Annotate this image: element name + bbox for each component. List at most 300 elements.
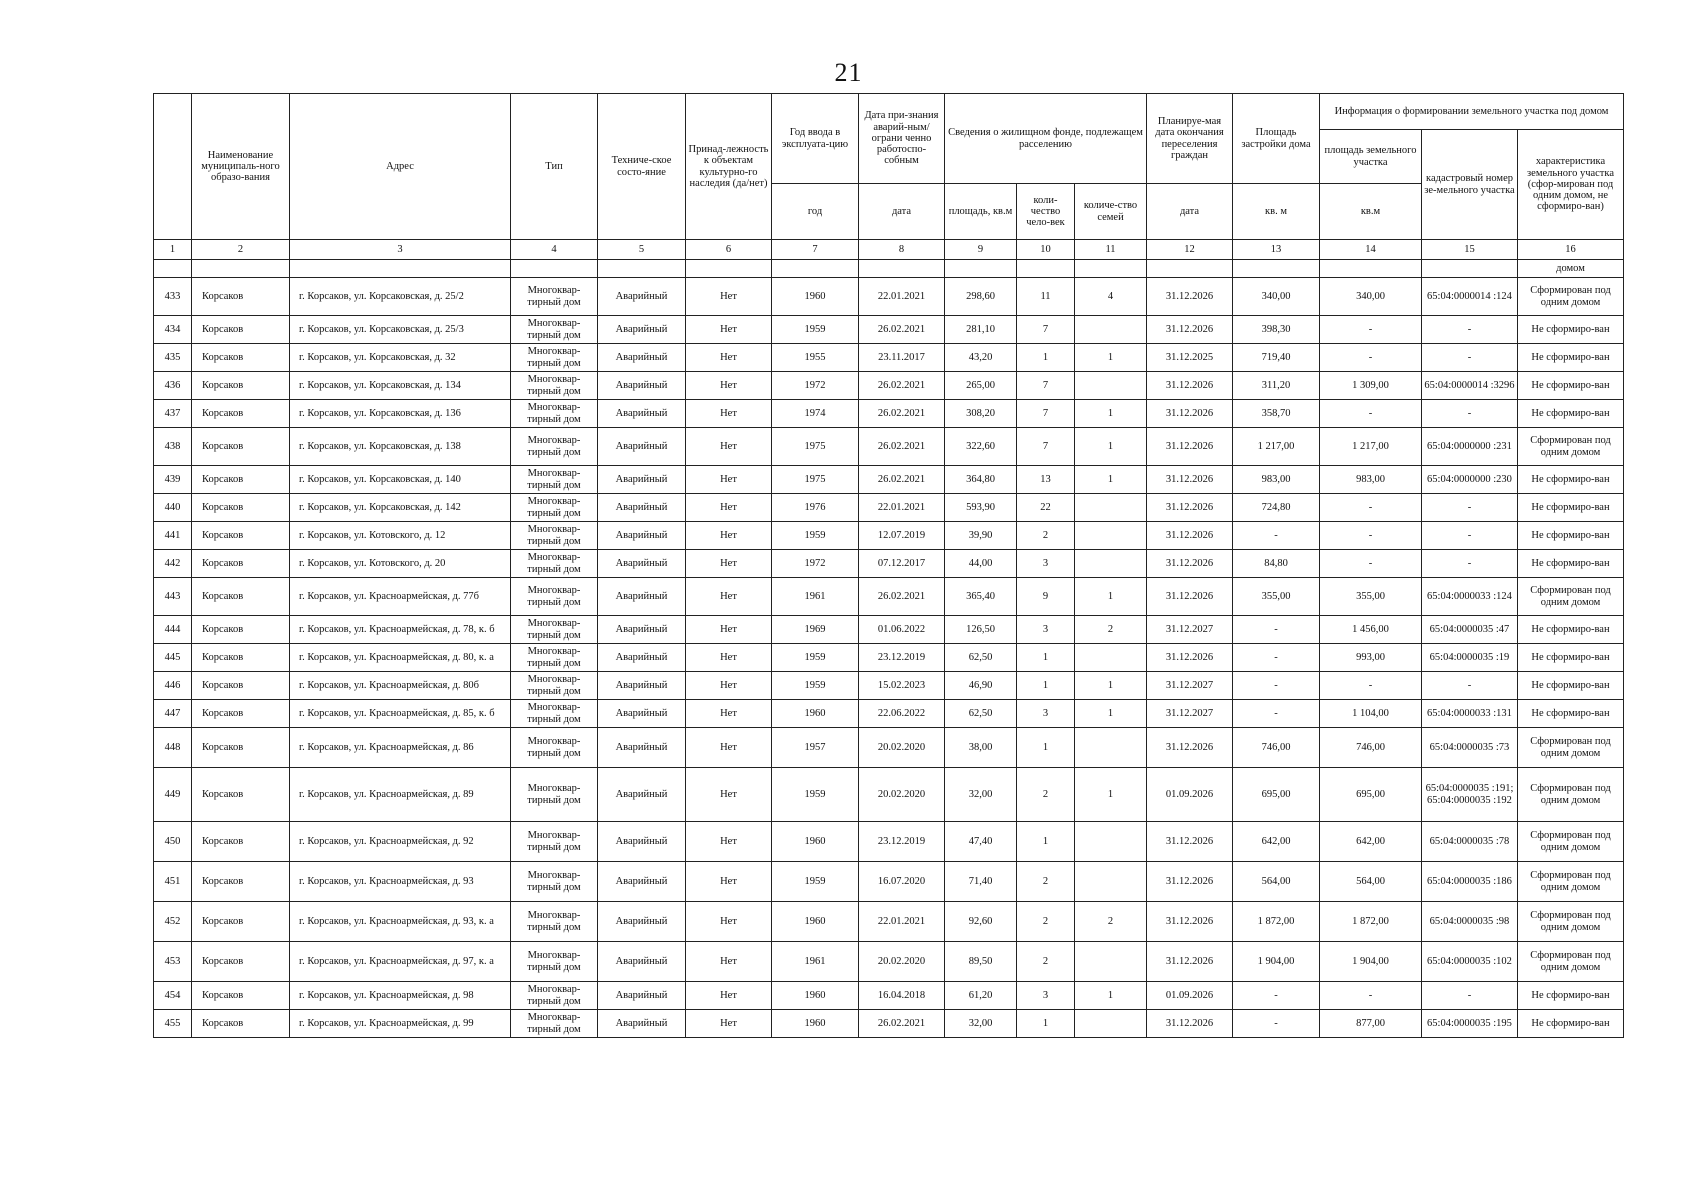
cell-people-count: 3 (1017, 616, 1075, 644)
table-row (154, 344, 1624, 372)
cell-families-count: 1 (1075, 428, 1147, 466)
cell-land-characteristic: Не сформиро-ван (1518, 982, 1624, 1010)
cell-area-sqm: 308,20 (945, 400, 1017, 428)
cell-land-characteristic: Сформирован под одним домом (1518, 278, 1624, 316)
cell-building-area: - (1233, 982, 1320, 1010)
cell-building-type: Многоквар-тирный дом (511, 768, 598, 822)
cell-people-count: 1 (1017, 822, 1075, 862)
cell-building-type: Многоквар-тирный дом (511, 344, 598, 372)
table-row (154, 494, 1624, 522)
cell-heritage: Нет (686, 344, 772, 372)
cell-area-sqm: 47,40 (945, 822, 1017, 862)
cell-municipality: Корсаков (192, 344, 290, 372)
cell-tech-state: Аварийный (598, 316, 686, 344)
cell-people-count: 7 (1017, 316, 1075, 344)
cell-recognition-date: 12.07.2019 (859, 522, 945, 550)
cell-land-characteristic: Сформирован под одним домом (1518, 428, 1624, 466)
cell-building-type: Многоквар-тирный дом (511, 428, 598, 466)
cell-row-number: 439 (154, 466, 192, 494)
cell-row-number: 452 (154, 902, 192, 942)
cell-municipality: Корсаков (192, 1010, 290, 1038)
unit-sqm: кв. м (1233, 184, 1320, 240)
cell-row-number: 455 (154, 1010, 192, 1038)
cell-recognition-date: 22.01.2021 (859, 902, 945, 942)
cell-land-characteristic: Сформирован под одним домом (1518, 902, 1624, 942)
cell-cadastral-number: 65:04:0000035 :47 (1422, 616, 1518, 644)
table-row (154, 278, 1624, 316)
cell-address: г. Корсаков, ул. Корсаковская, д. 136 (290, 400, 511, 428)
cell-land-characteristic: Не сформиро-ван (1518, 466, 1624, 494)
cell-people-count: 13 (1017, 466, 1075, 494)
cell-families-count: 4 (1075, 278, 1147, 316)
cell-people-count: 7 (1017, 400, 1075, 428)
cell-recognition-date: 26.02.2021 (859, 466, 945, 494)
table-row (154, 982, 1624, 1010)
cell-building-type: Многоквар-тирный дом (511, 822, 598, 862)
table-row (154, 578, 1624, 616)
cell-land-characteristic: Не сформиро-ван (1518, 494, 1624, 522)
cell-land-area: 1 309,00 (1320, 372, 1422, 400)
cell-people-count: 2 (1017, 902, 1075, 942)
cell-land-area: - (1320, 522, 1422, 550)
cell-planned-date: 01.09.2026 (1147, 982, 1233, 1010)
cell-recognition-date: 20.02.2020 (859, 728, 945, 768)
cell-cadastral-number: 65:04:0000035 :102 (1422, 942, 1518, 982)
cell-recognition-date: 26.02.2021 (859, 372, 945, 400)
cell-families-count: 1 (1075, 400, 1147, 428)
cell-land-characteristic: Не сформиро-ван (1518, 522, 1624, 550)
cell-land-area: 1 904,00 (1320, 942, 1422, 982)
cell-people-count: 11 (1017, 278, 1075, 316)
cell-municipality: Корсаков (192, 982, 290, 1010)
cell-land-area: 695,00 (1320, 768, 1422, 822)
column-number: 14 (1320, 240, 1422, 260)
cell-people-count: 1 (1017, 344, 1075, 372)
cell-recognition-date: 01.06.2022 (859, 616, 945, 644)
cell-families-count (1075, 1010, 1147, 1038)
cell-land-area: - (1320, 982, 1422, 1010)
cell-year-commissioned: 1960 (772, 700, 859, 728)
cell-people-count: 1 (1017, 644, 1075, 672)
cell-heritage: Нет (686, 822, 772, 862)
cell-cadastral-number: 65:04:0000035 :19 (1422, 644, 1518, 672)
cell-area-sqm: 265,00 (945, 372, 1017, 400)
cell-families-count (1075, 522, 1147, 550)
unit-area: площадь, кв.м (945, 184, 1017, 240)
cell-row-number: 441 (154, 522, 192, 550)
cell-tech-state: Аварийный (598, 522, 686, 550)
cell-area-sqm: 126,50 (945, 616, 1017, 644)
cell-planned-date: 31.12.2026 (1147, 728, 1233, 768)
cell-municipality: Корсаков (192, 278, 290, 316)
cell-area-sqm: 92,60 (945, 902, 1017, 942)
column-number: 1 (154, 240, 192, 260)
cell-address: г. Корсаков, ул. Красноармейская, д. 86 (290, 728, 511, 768)
cell-heritage: Нет (686, 644, 772, 672)
cell-building-area: 340,00 (1233, 278, 1320, 316)
header-row-number (154, 94, 192, 240)
cell-recognition-date: 26.02.2021 (859, 428, 945, 466)
cell-cadastral-number: 65:04:0000014 :3296 (1422, 372, 1518, 400)
cell-land-area: - (1320, 494, 1422, 522)
cell-building-area: 983,00 (1233, 466, 1320, 494)
table-row (154, 672, 1624, 700)
cell-recognition-date: 16.04.2018 (859, 982, 945, 1010)
cell-municipality: Корсаков (192, 428, 290, 466)
cell-tech-state: Аварийный (598, 644, 686, 672)
unit-plan-date: дата (1147, 184, 1233, 240)
table-row (154, 522, 1624, 550)
cell-land-area: - (1320, 400, 1422, 428)
table-row (154, 768, 1624, 822)
cell-tech-state: Аварийный (598, 862, 686, 902)
cell-cadastral-number: 65:04:0000035 :78 (1422, 822, 1518, 862)
cell-tech-state: Аварийный (598, 1010, 686, 1038)
table-row (154, 862, 1624, 902)
header-land-characteristic: характеристика земельного участка (сфор-мирован под одним домом, не сформиро-ван) (1518, 130, 1624, 240)
cell-address: г. Корсаков, ул. Красноармейская, д. 93, к. а (290, 902, 511, 942)
cell-heritage: Нет (686, 902, 772, 942)
header-heritage: Принад-лежность к объектам культурно-го наследия (да/нет) (686, 94, 772, 240)
cell-recognition-date: 20.02.2020 (859, 768, 945, 822)
header-address: Адрес (290, 94, 511, 240)
cell-people-count: 2 (1017, 522, 1075, 550)
header-land-area: площадь земельного участка (1320, 130, 1422, 184)
cell-cadastral-number: - (1422, 550, 1518, 578)
table-row (154, 400, 1624, 428)
cell-area-sqm: 298,60 (945, 278, 1017, 316)
cell-year-commissioned: 1974 (772, 400, 859, 428)
cell-people-count: 1 (1017, 1010, 1075, 1038)
cell-planned-date: 31.12.2026 (1147, 550, 1233, 578)
cell-building-area: 358,70 (1233, 400, 1320, 428)
column-number: 7 (772, 240, 859, 260)
cell-recognition-date: 26.02.2021 (859, 578, 945, 616)
header-housing-stock: Сведения о жилищном фонде, подлежащем расселению (945, 94, 1147, 184)
unit-people: коли-чество чело-век (1017, 184, 1075, 240)
cell-address: г. Корсаков, ул. Красноармейская, д. 80б (290, 672, 511, 700)
cell-cadastral-number: - (1422, 494, 1518, 522)
header-planned-date: Планируе-мая дата окончания переселения граждан (1147, 94, 1233, 184)
cell-address: г. Корсаков, ул. Красноармейская, д. 97, к. а (290, 942, 511, 982)
table-row (154, 550, 1624, 578)
cell-year-commissioned: 1972 (772, 550, 859, 578)
cell-year-commissioned: 1959 (772, 522, 859, 550)
cell-families-count: 1 (1075, 700, 1147, 728)
unit-year: год (772, 184, 859, 240)
cell-building-area: 311,20 (1233, 372, 1320, 400)
cell-heritage: Нет (686, 400, 772, 428)
cell-building-area: 719,40 (1233, 344, 1320, 372)
cell-land-characteristic: Не сформиро-ван (1518, 700, 1624, 728)
cell-year-commissioned: 1976 (772, 494, 859, 522)
cell-tech-state: Аварийный (598, 942, 686, 982)
cell-address: г. Корсаков, ул. Котовского, д. 12 (290, 522, 511, 550)
cell-tech-state: Аварийный (598, 616, 686, 644)
table-row (154, 728, 1624, 768)
cell-cadastral-number: - (1422, 344, 1518, 372)
cell-row-number: 437 (154, 400, 192, 428)
cell-planned-date: 31.12.2026 (1147, 428, 1233, 466)
cell-year-commissioned: 1959 (772, 768, 859, 822)
cell-cadastral-number: - (1422, 316, 1518, 344)
cell-recognition-date: 23.12.2019 (859, 644, 945, 672)
cell-row-number: 448 (154, 728, 192, 768)
header-land-info: Информация о формировании земельного участка под домом (1320, 94, 1624, 130)
cell-land-area: 746,00 (1320, 728, 1422, 768)
cell-building-type: Многоквар-тирный дом (511, 400, 598, 428)
header-municipality: Наименование муниципаль-ного образо-вания (192, 94, 290, 240)
cell-people-count: 7 (1017, 372, 1075, 400)
cell-tech-state: Аварийный (598, 768, 686, 822)
cell-building-type: Многоквар-тирный дом (511, 372, 598, 400)
cell-tech-state: Аварийный (598, 578, 686, 616)
cell-municipality: Корсаков (192, 550, 290, 578)
cell-families-count (1075, 550, 1147, 578)
cell-area-sqm: 46,90 (945, 672, 1017, 700)
cell-year-commissioned: 1975 (772, 466, 859, 494)
cell-recognition-date: 22.01.2021 (859, 278, 945, 316)
cell-people-count: 1 (1017, 728, 1075, 768)
cell-municipality: Корсаков (192, 372, 290, 400)
cell-land-characteristic: Не сформиро-ван (1518, 344, 1624, 372)
cell-building-area: 1 872,00 (1233, 902, 1320, 942)
cell-address: г. Корсаков, ул. Красноармейская, д. 93 (290, 862, 511, 902)
cell-land-area: 877,00 (1320, 1010, 1422, 1038)
cell-row-number: 446 (154, 672, 192, 700)
cell-families-count (1075, 316, 1147, 344)
cell-people-count: 3 (1017, 700, 1075, 728)
cell-address: г. Корсаков, ул. Корсаковская, д. 142 (290, 494, 511, 522)
cell-heritage: Нет (686, 728, 772, 768)
cell-area-sqm: 62,50 (945, 644, 1017, 672)
cell-heritage: Нет (686, 372, 772, 400)
header-tech-state: Техниче-ское состо-яние (598, 94, 686, 240)
cell-building-area: 84,80 (1233, 550, 1320, 578)
cell-people-count: 2 (1017, 942, 1075, 982)
header-year-commissioned: Год ввода в эксплуата-цию (772, 94, 859, 184)
cell-cadastral-number: 65:04:0000035 :186 (1422, 862, 1518, 902)
cell-address: г. Корсаков, ул. Красноармейская, д. 78, к. б (290, 616, 511, 644)
cell-heritage: Нет (686, 494, 772, 522)
cell-cadastral-number: 65:04:0000035 :73 (1422, 728, 1518, 768)
cell-address: г. Корсаков, ул. Красноармейская, д. 85, к. б (290, 700, 511, 728)
cell-row-number: 438 (154, 428, 192, 466)
column-number: 16 (1518, 240, 1624, 260)
cell-land-characteristic: Не сформиро-ван (1518, 672, 1624, 700)
cell-municipality: Корсаков (192, 578, 290, 616)
cell-row-number: 440 (154, 494, 192, 522)
cell-people-count: 3 (1017, 982, 1075, 1010)
cell-building-area: 398,30 (1233, 316, 1320, 344)
cell-building-area: - (1233, 522, 1320, 550)
cell-land-characteristic: Сформирован под одним домом (1518, 578, 1624, 616)
cell-building-type: Многоквар-тирный дом (511, 942, 598, 982)
cell-building-area: - (1233, 672, 1320, 700)
cell-families-count: 1 (1075, 344, 1147, 372)
cell-planned-date: 31.12.2026 (1147, 400, 1233, 428)
column-number: 2 (192, 240, 290, 260)
cell-building-area: 1 904,00 (1233, 942, 1320, 982)
cell-municipality: Корсаков (192, 768, 290, 822)
cell-planned-date: 31.12.2026 (1147, 822, 1233, 862)
cell-area-sqm: 281,10 (945, 316, 1017, 344)
cell-row-number: 454 (154, 982, 192, 1010)
cell-land-area: 1 104,00 (1320, 700, 1422, 728)
table-row (154, 902, 1624, 942)
cell-families-count: 1 (1075, 466, 1147, 494)
cell-address: г. Корсаков, ул. Корсаковская, д. 25/3 (290, 316, 511, 344)
cell-families-count: 1 (1075, 578, 1147, 616)
cell-building-type: Многоквар-тирный дом (511, 494, 598, 522)
unit-sqm-land: кв.м (1320, 184, 1422, 240)
cell-tech-state: Аварийный (598, 400, 686, 428)
cell-cadastral-number: 65:04:0000035 :195 (1422, 1010, 1518, 1038)
cell-municipality: Корсаков (192, 616, 290, 644)
cell-cadastral-number: 65:04:0000000 :230 (1422, 466, 1518, 494)
cell-heritage: Нет (686, 672, 772, 700)
cell-people-count: 9 (1017, 578, 1075, 616)
cell-heritage: Нет (686, 278, 772, 316)
cell-municipality: Корсаков (192, 522, 290, 550)
cell-row-number: 444 (154, 616, 192, 644)
cell-heritage: Нет (686, 616, 772, 644)
cell-area-sqm: 44,00 (945, 550, 1017, 578)
column-number: 3 (290, 240, 511, 260)
cell-planned-date: 31.12.2027 (1147, 616, 1233, 644)
cell-tech-state: Аварийный (598, 728, 686, 768)
column-number: 13 (1233, 240, 1320, 260)
column-number: 5 (598, 240, 686, 260)
cell-planned-date: 31.12.2026 (1147, 494, 1233, 522)
cell-planned-date: 31.12.2025 (1147, 344, 1233, 372)
cell-year-commissioned: 1960 (772, 902, 859, 942)
cell-address: г. Корсаков, ул. Красноармейская, д. 89 (290, 768, 511, 822)
cell-row-number: 445 (154, 644, 192, 672)
column-number: 9 (945, 240, 1017, 260)
cell-row-number: 434 (154, 316, 192, 344)
cell-cadastral-number: - (1422, 522, 1518, 550)
carryover-text: домом (1518, 260, 1624, 278)
cell-area-sqm: 32,00 (945, 768, 1017, 822)
cell-building-area: 724,80 (1233, 494, 1320, 522)
cell-year-commissioned: 1960 (772, 982, 859, 1010)
cell-building-type: Многоквар-тирный дом (511, 902, 598, 942)
cell-address: г. Корсаков, ул. Корсаковская, д. 140 (290, 466, 511, 494)
cell-municipality: Корсаков (192, 902, 290, 942)
cell-families-count: 2 (1075, 902, 1147, 942)
cell-heritage: Нет (686, 982, 772, 1010)
cell-municipality: Корсаков (192, 644, 290, 672)
cell-heritage: Нет (686, 316, 772, 344)
cell-planned-date: 31.12.2027 (1147, 700, 1233, 728)
cell-recognition-date: 20.02.2020 (859, 942, 945, 982)
cell-tech-state: Аварийный (598, 428, 686, 466)
cell-heritage: Нет (686, 428, 772, 466)
header-type: Тип (511, 94, 598, 240)
header-cadastral-number: кадастровый номер зе-мельного участка (1422, 130, 1518, 240)
cell-recognition-date: 23.11.2017 (859, 344, 945, 372)
cell-planned-date: 31.12.2026 (1147, 644, 1233, 672)
cell-planned-date: 31.12.2026 (1147, 578, 1233, 616)
cell-cadastral-number: - (1422, 400, 1518, 428)
cell-heritage: Нет (686, 578, 772, 616)
cell-address: г. Корсаков, ул. Красноармейская, д. 92 (290, 822, 511, 862)
cell-building-area: 695,00 (1233, 768, 1320, 822)
cell-building-type: Многоквар-тирный дом (511, 982, 598, 1010)
cell-land-area: 340,00 (1320, 278, 1422, 316)
cell-area-sqm: 322,60 (945, 428, 1017, 466)
cell-recognition-date: 26.02.2021 (859, 316, 945, 344)
cell-cadastral-number: 65:04:0000033 :131 (1422, 700, 1518, 728)
cell-planned-date: 31.12.2026 (1147, 466, 1233, 494)
cell-year-commissioned: 1969 (772, 616, 859, 644)
cell-heritage: Нет (686, 466, 772, 494)
cell-building-type: Многоквар-тирный дом (511, 278, 598, 316)
cell-address: г. Корсаков, ул. Красноармейская, д. 98 (290, 982, 511, 1010)
cell-area-sqm: 364,80 (945, 466, 1017, 494)
cell-year-commissioned: 1959 (772, 644, 859, 672)
table-row (154, 466, 1624, 494)
cell-land-area: - (1320, 316, 1422, 344)
cell-row-number: 449 (154, 768, 192, 822)
cell-land-area: - (1320, 550, 1422, 578)
cell-families-count (1075, 822, 1147, 862)
cell-row-number: 436 (154, 372, 192, 400)
cell-building-type: Многоквар-тирный дом (511, 316, 598, 344)
cell-land-characteristic: Не сформиро-ван (1518, 372, 1624, 400)
cell-land-characteristic: Сформирован под одним домом (1518, 822, 1624, 862)
cell-building-type: Многоквар-тирный дом (511, 578, 598, 616)
cell-families-count: 1 (1075, 768, 1147, 822)
column-number: 11 (1075, 240, 1147, 260)
cell-area-sqm: 61,20 (945, 982, 1017, 1010)
cell-building-area: 1 217,00 (1233, 428, 1320, 466)
cell-tech-state: Аварийный (598, 344, 686, 372)
cell-land-area: 983,00 (1320, 466, 1422, 494)
cell-cadastral-number: 65:04:0000014 :124 (1422, 278, 1518, 316)
cell-land-characteristic: Не сформиро-ван (1518, 644, 1624, 672)
cell-cadastral-number: 65:04:0000033 :124 (1422, 578, 1518, 616)
cell-building-area: - (1233, 1010, 1320, 1038)
cell-year-commissioned: 1961 (772, 942, 859, 982)
cell-recognition-date: 23.12.2019 (859, 822, 945, 862)
cell-cadastral-number: - (1422, 672, 1518, 700)
column-number: 12 (1147, 240, 1233, 260)
cell-land-characteristic: Сформирован под одним домом (1518, 728, 1624, 768)
cell-tech-state: Аварийный (598, 372, 686, 400)
cell-address: г. Корсаков, ул. Красноармейская, д. 99 (290, 1010, 511, 1038)
cell-building-type: Многоквар-тирный дом (511, 862, 598, 902)
page-number: 21 (834, 58, 863, 87)
cell-heritage: Нет (686, 522, 772, 550)
cell-area-sqm: 43,20 (945, 344, 1017, 372)
column-number: 6 (686, 240, 772, 260)
cell-families-count (1075, 372, 1147, 400)
cell-municipality: Корсаков (192, 672, 290, 700)
cell-planned-date: 31.12.2026 (1147, 316, 1233, 344)
cell-land-characteristic: Не сформиро-ван (1518, 400, 1624, 428)
cell-heritage: Нет (686, 1010, 772, 1038)
cell-year-commissioned: 1959 (772, 862, 859, 902)
cell-land-area: 355,00 (1320, 578, 1422, 616)
cell-planned-date: 31.12.2026 (1147, 902, 1233, 942)
cell-municipality: Корсаков (192, 494, 290, 522)
cell-land-area: - (1320, 672, 1422, 700)
cell-land-characteristic: Не сформиро-ван (1518, 616, 1624, 644)
cell-cadastral-number: 65:04:0000000 :231 (1422, 428, 1518, 466)
cell-row-number: 453 (154, 942, 192, 982)
